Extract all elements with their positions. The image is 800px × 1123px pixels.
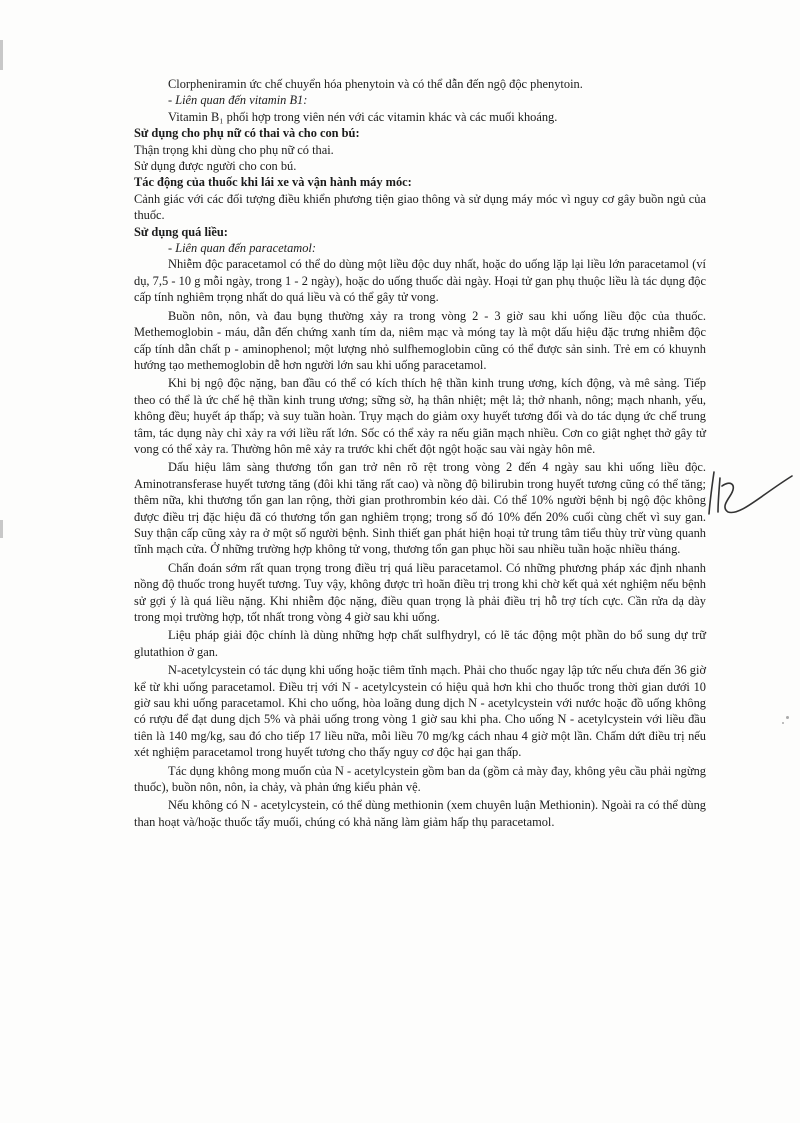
section-heading: Sử dụng cho phụ nữ có thai và cho con bú:: [134, 126, 360, 141]
scan-edge-mark: [0, 40, 3, 70]
subsection-label: - Liên quan đến vitamin B1:: [168, 93, 308, 108]
paragraph: Cảnh giác với các đối tượng điều khiển phương tiện giao thông và sử dụng máy móc vì nguy cơ gây buồn ngủ của thuốc.: [134, 191, 706, 223]
paragraph: Vitamin B₁ phối hợp trong viên nén với các vitamin khác và các muối khoáng.: [168, 109, 558, 124]
paragraph: N-acetylcystein có tác dụng khi uống hoặc tiêm tĩnh mạch. Phải cho thuốc ngay lập tức nếu chưa đến 36 giờ kể từ khi uống paracetamol. Điều trị với N - acetylcystein có hiệu quả hơn khi cho thuốc trong thời gian dưới 10 giờ sau khi uống paracetamol. Khi cho uống, hòa loãng dung dịch N - acetylcystein với nước hoặc đồ uống không có rượu để đạt dung dịch 5% và phải uống trong vòng 1 giờ sau khi pha. Cho uống N - acetylcystein với liều đầu tiên là 140 mg/kg, sau đó cho tiếp 17 liều nữa, mỗi liều 70 mg/kg cách nhau 4 giờ một lần. Chấm dứt điều trị nếu xét nghiệm paracetamol trong huyết tương cho thấy nguy cơ độc hại gan thấp.: [134, 663, 706, 760]
scan-edge-mark: [0, 520, 3, 538]
paragraph: Clorpheniramin ức chế chuyển hóa phenytoin và có thể dẫn đến ngộ độc phenytoin.: [168, 77, 583, 91]
paragraph: Tác dụng không mong muốn của N - acetylcystein gồm ban da (gồm cả mày đay, không yêu cầu phải ngừng thuốc), buồn nôn, nôn, ỉa chảy, và phản ứng kiểu phản vệ.: [134, 763, 706, 795]
paragraph: Chẩn đoán sớm rất quan trọng trong điều trị quá liều paracetamol. Có những phương pháp xác định nhanh nồng độ thuốc trong huyết tương. Tuy vậy, không được trì hoãn điều trị trong khi chờ kết quả xét nghiệm nếu bệnh sử gợi ý là quá liều nặng. Khi nhiễm độc nặng, điều quan trọng là phải điều trị hỗ trợ tích cực. Cần rửa dạ dày trong mọi trường hợp, tốt nhất trong vòng 4 giờ sau khi uống.: [134, 560, 706, 624]
section-heading: Tác động của thuốc khi lái xe và vận hành máy móc:: [134, 175, 412, 190]
paragraph: Nếu không có N - acetylcystein, có thể dùng methionin (xem chuyên luận Methionin). Ngoài ra có thể dùng than hoạt và/hoặc thuốc tẩy muối, chúng có khả năng làm giảm hấp thụ paracetamol.: [134, 798, 706, 829]
section-heading: Sử dụng quá liều:: [134, 224, 228, 239]
document-body: [134, 76, 706, 830]
handwritten-signature: [700, 452, 800, 532]
paragraph: Buồn nôn, nôn, và đau bụng thường xảy ra trong vòng 2 - 3 giờ sau khi uống liều độc của thuốc. Methemoglobin - máu, dẫn đến chứng xanh tím da, niêm mạc và móng tay là một dấu hiệu đặc trưng nhiễm độc cấp tính dẫn chất p - aminophenol; một lượng nhỏ sulfhemoglobin cũng có thể được sản sinh. Trẻ em có khuynh hướng tạo methemoglobin dễ hơn người lớn sau khi uống paracetamol.: [134, 308, 706, 372]
paragraph: Thận trọng khi dùng cho phụ nữ có thai.: [134, 142, 334, 157]
paragraph: Liệu pháp giải độc chính là dùng những hợp chất sulfhydryl, có lẽ tác động một phần do bổ sung dự trữ glutathion ở gan.: [134, 628, 706, 659]
scan-speck: [786, 716, 789, 719]
paragraph: Nhiễm độc paracetamol có thể do dùng một liều độc duy nhất, hoặc do uống lặp lại liều lớn paracetamol (ví dụ, 7,5 - 10 g mỗi ngày, trong 1 - 2 ngày), hoặc do uống thuốc dài ngày. Hoại tử gan phụ thuộc liều là tác dụng độc cấp tính nghiêm trọng nhất do quá liều và có thể gây tử vong.: [134, 257, 706, 305]
paragraph: Dấu hiệu lâm sàng thương tổn gan trở nên rõ rệt trong vòng 2 đến 4 ngày sau khi uống liều độc. Aminotransferase huyết tương tăng (đôi khi tăng rất cao) và nồng độ bilirubin trong huyết tương cũng có thể tăng; thêm nữa, khi thương tổn gan lan rộng, thời gian prothrombin kéo dài. Có thể 10% người bệnh bị ngộ độc không được điều trị đặc hiệu đã có thương tổn gan nghiêm trọng; trong số đó 10% đến 20% cuối cùng chết vì suy gan. Suy thận cấp cũng xảy ra ở một số người bệnh. Sinh thiết gan phát hiện hoại tử trung tâm tiểu thùy trừ vùng quanh tĩnh mạch cửa. Ở những trường hợp không tử vong, thương tổn gan phục hồi sau nhiều tuần hoặc nhiều tháng.: [134, 460, 706, 557]
scan-speck: [782, 722, 784, 724]
subsection-label: - Liên quan đến paracetamol:: [168, 241, 316, 256]
paragraph: Khi bị ngộ độc nặng, ban đầu có thể có kích thích hệ thần kinh trung ương, kích động, và mê sảng. Tiếp theo có thể là ức chế hệ thần kinh trung ương; sững sờ, hạ thân nhiệt; mệt lả; thở nhanh, nông; mạch nhanh, yếu, không đều; huyết áp thấp; và suy tuần hoàn. Trụy mạch do giảm oxy huyết tương đối và do tác dụng ức chế trung tâm, tác dụng này chỉ xảy ra với liều rất lớn. Sốc có thể xảy ra nếu giãn mạch nhiều. Cơn co giật nghẹt thở gây tử vong có thể xảy ra. Thường hôn mê xảy ra trước khi chết đột ngột hoặc sau vài ngày hôn mê.: [134, 376, 706, 456]
paragraph: Sử dụng được người cho con bú.: [134, 159, 297, 174]
